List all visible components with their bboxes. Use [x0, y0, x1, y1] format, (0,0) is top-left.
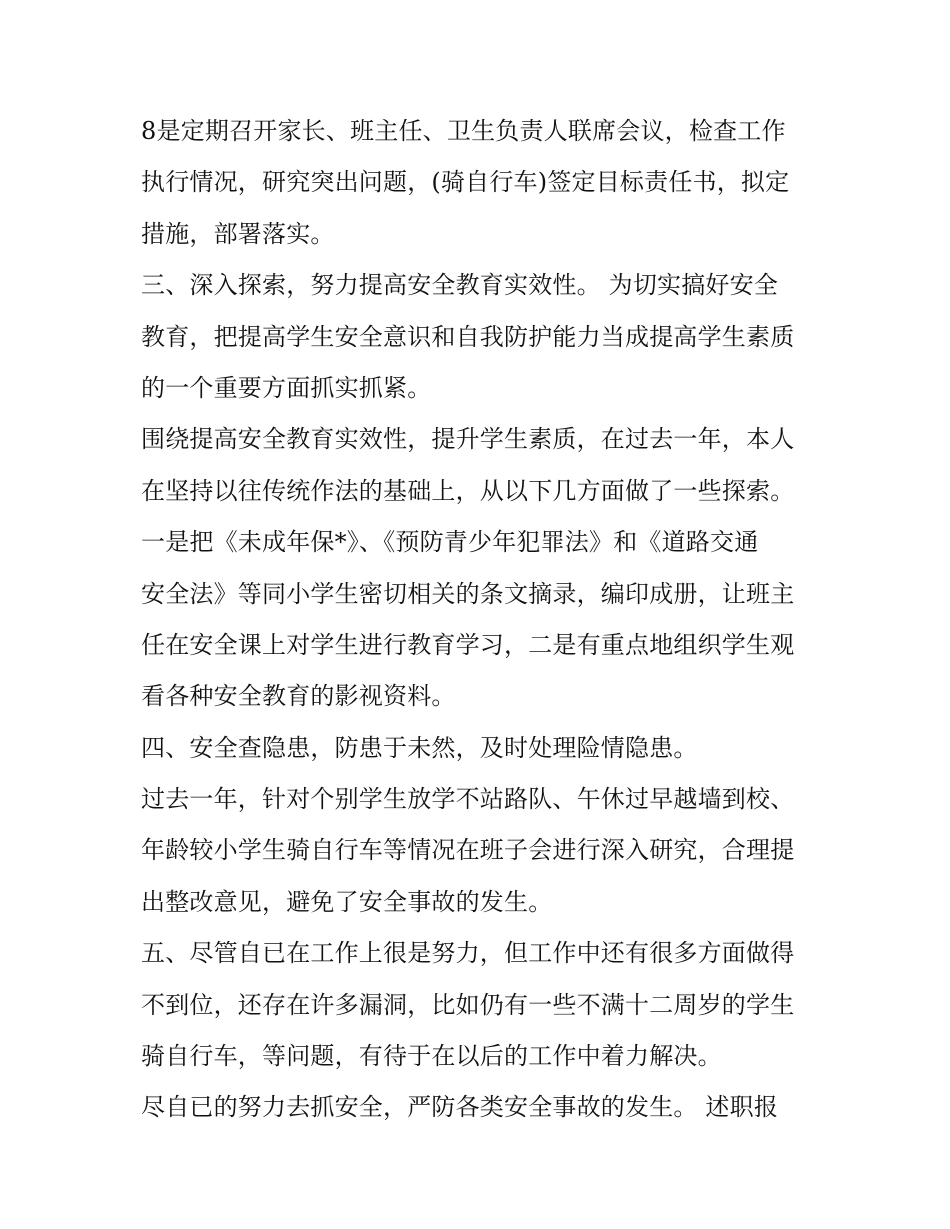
section-heading-line: 三、深入探索，努力提高安全教育实效性。 为切实搞好安全: [141, 271, 779, 300]
text-line: 看各种安全教育的影视资料。: [141, 682, 456, 711]
document-body: [141, 106, 813, 1134]
text-line: 尽自已的努力去抓安全，严防各类安全事故的发生。 述职报: [141, 1093, 779, 1122]
text-line: 一是把《未成年保*》、《预防青少年犯罪法》和《道路交通: [141, 528, 759, 557]
section-heading-line: 五、尽管自已在工作上很是努力，但工作中还有很多方面做得: [141, 939, 795, 968]
text-line: 教育，把提高学生安全意识和自我防护能力当成提高学生素质: [141, 322, 795, 351]
text-line: 年龄较小学生骑自行车等情况在班子会进行深入研究，合理提: [141, 836, 795, 865]
text-line: 在坚持以往传统作法的基础上，从以下几方面做了一些探索。: [141, 476, 795, 505]
text-line: 安全法》等同小学生密切相关的条文摘录，编印成册，让班主: [141, 579, 795, 608]
text-line: 8是定期召开家长、班主任、卫生负责人联席会议，检查工作: [141, 117, 786, 145]
text-line: 执行情况，研究突出问题，(骑自行车)签定目标责任书，拟定: [141, 168, 790, 197]
text-line: 的一个重要方面抓实抓紧。: [141, 373, 432, 402]
text-line: 不到位，还存在许多漏洞，比如仍有一些不满十二周岁的学生: [141, 990, 795, 1019]
text-line: 骑自行车，等问题，有待于在以后的工作中着力解决。: [141, 1042, 722, 1071]
text-line: 过去一年，针对个别学生放学不站路队、午休过早越墙到校、: [141, 785, 795, 814]
text-line: 围绕提高安全教育实效性，提升学生素质，在过去一年，本人: [141, 425, 795, 454]
text-line: 措施，部署落实。: [141, 219, 335, 248]
text-line: 出整改意见，避免了安全事故的发生。: [141, 887, 553, 916]
text-line: 任在安全课上对学生进行教育学习，二是有重点地组织学生观: [141, 630, 795, 659]
section-heading-line: 四、安全查隐患，防患于未然，及时处理险情隐患。: [141, 733, 698, 762]
